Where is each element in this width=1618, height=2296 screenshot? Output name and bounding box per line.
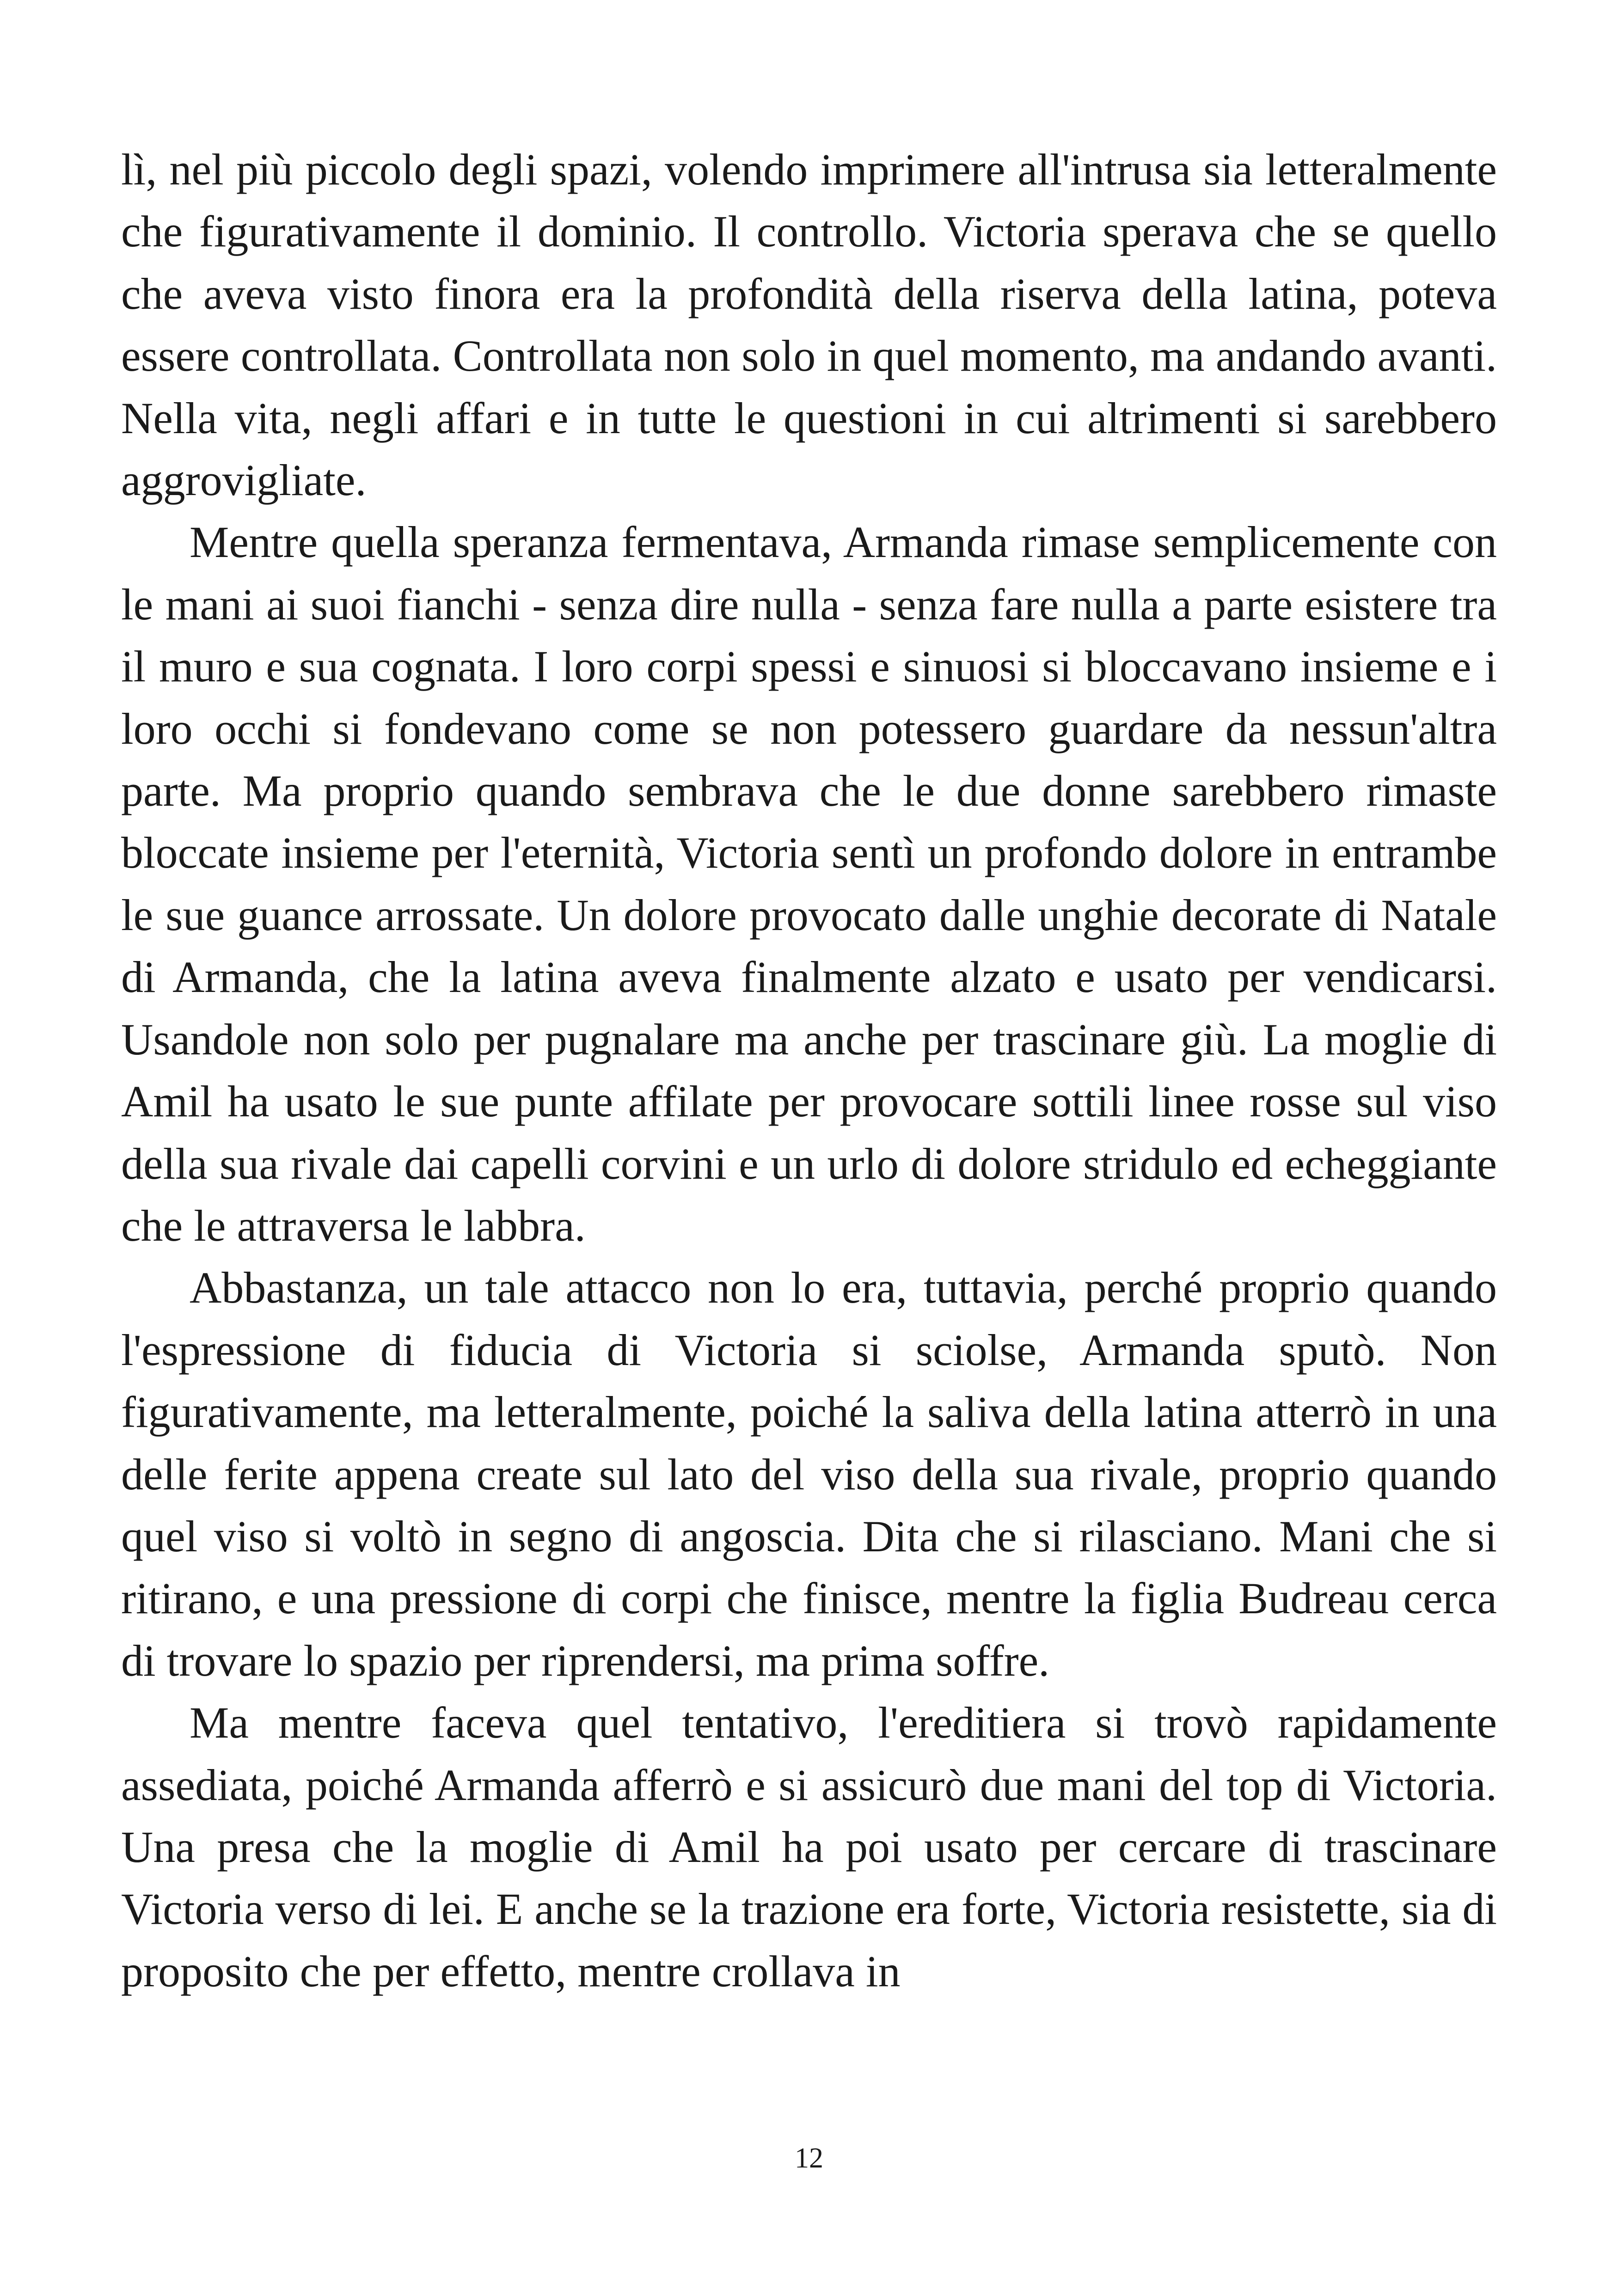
paragraph: Ma mentre faceva quel tentativo, l'ereditiera si trovò rapidamente assediata, poiché Armanda afferrò e si assicurò due mani del top di Victoria. Una presa che la moglie di Amil ha poi usato per cercare di trascinare Victoria verso di lei. E anche se la trazione era forte, Victoria resistette, sia di proposito che per effetto, mentre crollava in [121,1698,1497,1996]
body-text [121,139,1497,2002]
paragraph-continuation: lì, nel più piccolo degli spazi, volendo imprimere all'intrusa sia letteralmente che figurativamente il dominio. Il controllo. Victoria sperava che se quello che aveva visto finora era la profondità della riserva della latina, poteva essere controllata. Controllata non solo in quel momento, ma andando avanti. Nella vita, negli affari e in tutte le questioni in cui altrimenti si sarebbero aggrovigliate. [121,145,1497,505]
paragraph: Mentre quella speranza fermentava, Armanda rimase semplicemente con le mani ai suoi fianchi - senza dire nulla - senza fare nulla a parte esistere tra il muro e sua cognata. I loro corpi spessi e sinuosi si bloccavano insieme e i loro occhi si fondevano come se non potessero guardare da nessun'altra parte. Ma proprio quando sembrava che le due donne sarebbero rimaste bloccate insieme per l'eternità, Victoria sentì un profondo dolore in entrambe le sue guance arrossate. Un dolore provocato dalle unghie decorate di Natale di Armanda, che la latina aveva finalmente alzato e usato per vendicarsi. Usandole non solo per pugnalare ma anche per trascinare giù. La moglie di Amil ha usato le sue punte affilate per provocare sottili linee rosse sul viso della sua rivale dai capelli corvini e un urlo di dolore stridulo ed echeggiante che le attraversa le labbra. [121,517,1497,1250]
paragraph: Abbastanza, un tale attacco non lo era, tuttavia, perché proprio quando l'espressione di fiducia di Victoria si sciolse, Armanda sputò. Non figurativamente, ma letteralmente, poiché la saliva della latina atterrò in una delle ferite appena create sul lato del viso della sua rivale, proprio quando quel viso si voltò in segno di angoscia. Dita che si rilasciano. Mani che si ritirano, e una pressione di corpi che finisce, mentre la figlia Budreau cerca di trovare lo spazio per riprendersi, ma prima soffre. [121,1263,1497,1685]
page-number: 12 [795,2143,823,2174]
